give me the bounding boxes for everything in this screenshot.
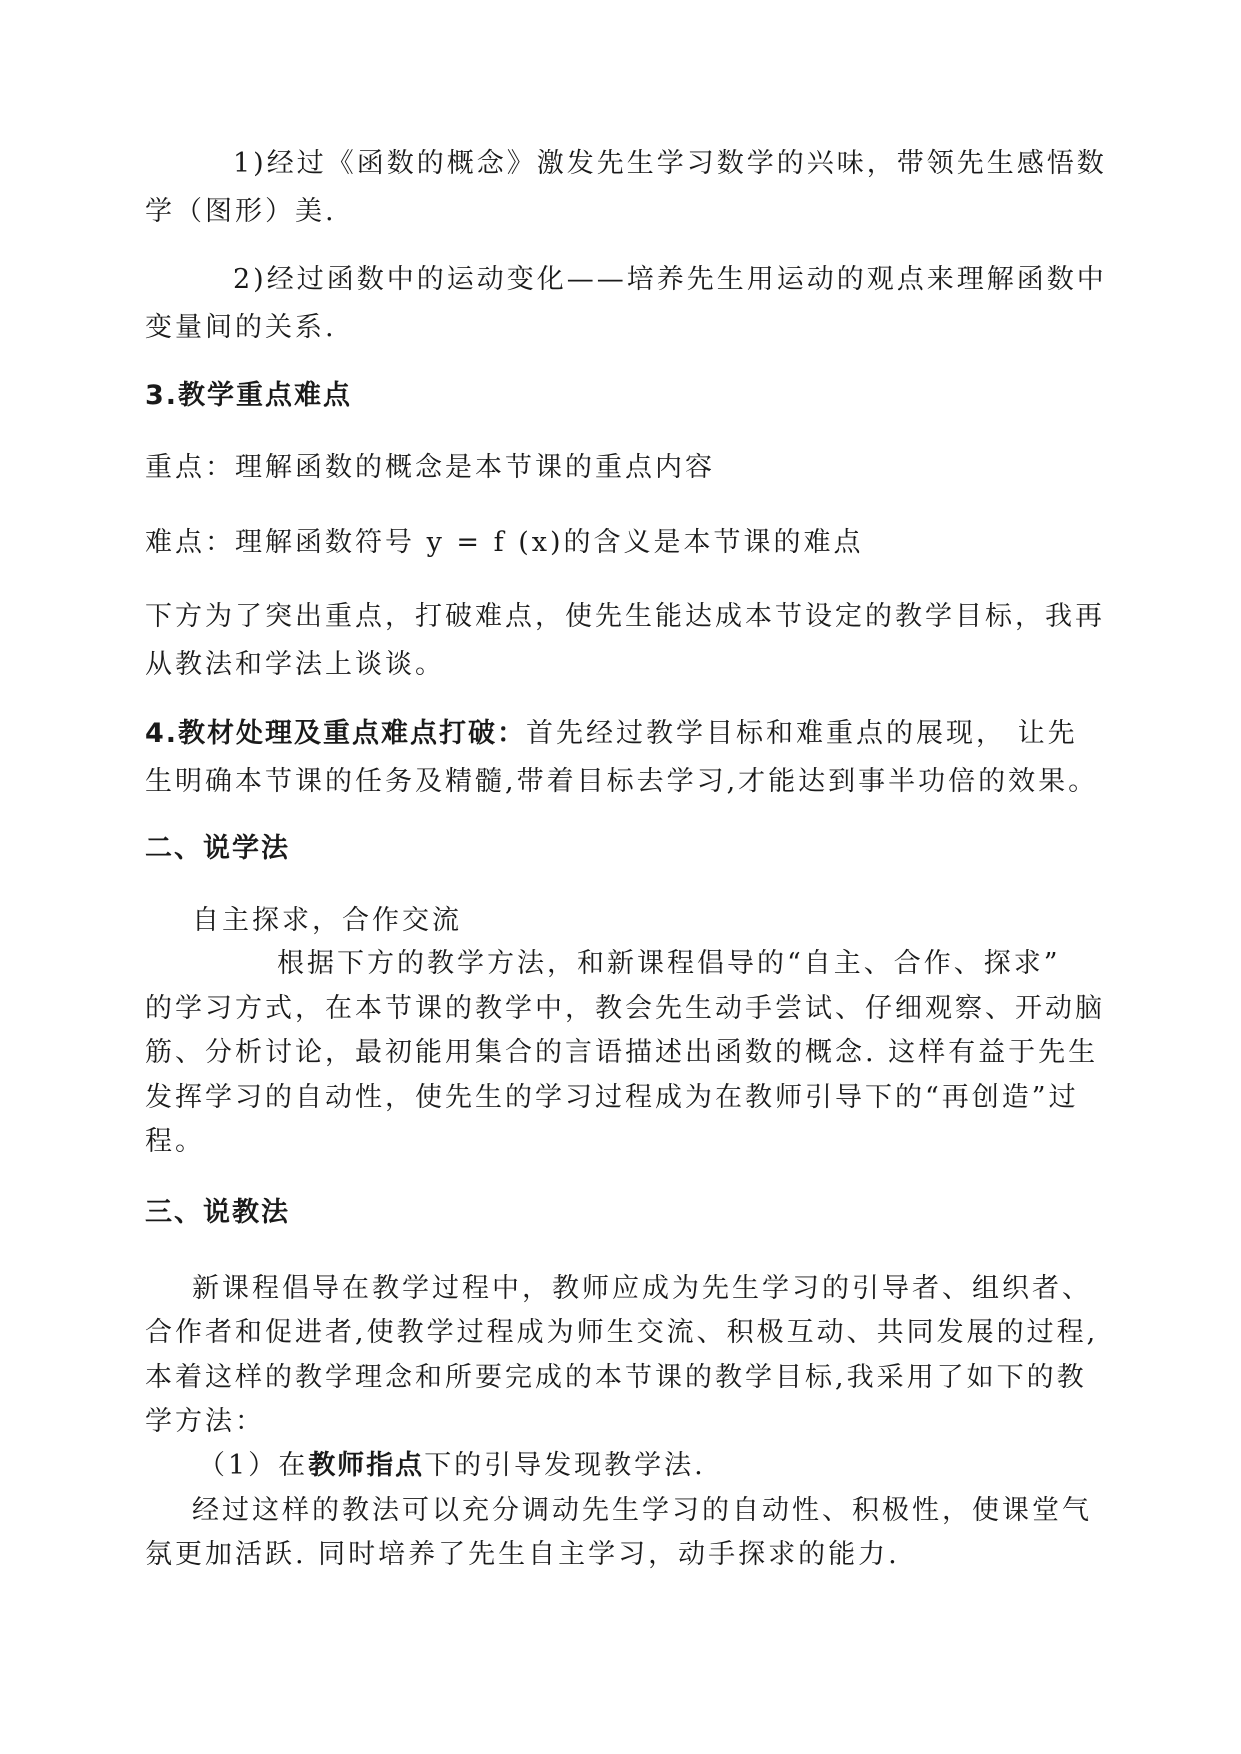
section-4-line-2: 生明确本节课的任务及精髓,带着目标去学习,才能达到事半功倍的效果。 xyxy=(145,766,1099,797)
teaching-method-heading: 三、说教法 xyxy=(145,1197,290,1228)
teaching-para-line-1: 新课程倡导在教学过程中，教师应成为先生学习的引导者、组织者、 xyxy=(192,1273,1092,1304)
result-line-2: 氛更加活跃. 同时培养了先生自主学习，动手探求的能力. xyxy=(145,1539,900,1570)
learning-method-heading: 二、说学法 xyxy=(145,833,290,864)
teaching-para-line-3: 本着这样的教学理念和所要完成的本节课的教学目标,我采用了如下的教 xyxy=(145,1362,1087,1393)
goal-2-line-2: 变量间的关系. xyxy=(145,312,337,343)
teaching-para-line-2: 合作者和促进者,使教学过程成为师生交流、积极互动、共同发展的过程, xyxy=(145,1317,1099,1348)
learning-para-line-2: 的学习方式，在本节课的教学中，教会先生动手尝试、仔细观察、开动脑 xyxy=(145,993,1105,1024)
section-4-line-1 xyxy=(145,711,1078,750)
learning-subtitle: 自主探求，合作交流 xyxy=(192,905,462,936)
bridge-line-2: 从教法和学法上谈谈。 xyxy=(145,649,445,680)
section-4-heading: 4.教材处理及重点难点打破： xyxy=(145,718,527,749)
learning-para-line-5: 程。 xyxy=(145,1126,205,1157)
bridge-line-1: 下方为了突出重点，打破难点，使先生能达成本节设定的教学目标，我再 xyxy=(145,601,1105,632)
result-line-1: 经过这样的教法可以充分调动先生学习的自动性、积极性，使课堂气 xyxy=(192,1495,1092,1526)
teaching-para-line-4: 学方法： xyxy=(145,1406,265,1437)
learning-para-line-3: 筋、分析讨论，最初能用集合的言语描述出函数的概念. 这样有益于先生 xyxy=(145,1037,1099,1068)
goal-1-line-2: 学（图形）美. xyxy=(145,196,337,227)
goal-2-line-1: 2)经过函数中的运动变化——培养先生用运动的观点来理解函数中 xyxy=(233,264,1107,295)
key-point-text: 重点：理解函数的概念是本节课的重点内容 xyxy=(145,452,715,483)
learning-para-line-4: 发挥学习的自动性，使先生的学习过程成为在教师引导下的“再创造”过 xyxy=(145,1082,1079,1113)
method-1-bold: 教师指点 xyxy=(308,1450,425,1481)
method-1-suffix: 下的引导发现教学法. xyxy=(424,1450,706,1481)
method-1-line xyxy=(198,1443,706,1482)
section-3-heading: 3.教学重点难点 xyxy=(145,380,353,411)
difficulty-text: 难点：理解函数符号 y = f (x)的含义是本节课的难点 xyxy=(145,527,864,558)
method-1-prefix: （1）在 xyxy=(198,1450,309,1481)
goal-1-line-1: 1)经过《函数的概念》激发先生学习数学的兴味，带领先生感悟数 xyxy=(233,148,1107,179)
section-4-text-1: 首先经过教学目标和难重点的展现， 让先 xyxy=(526,718,1078,749)
learning-para-line-1: 根据下方的教学方法，和新课程倡导的“自主、合作、探求” xyxy=(277,948,1061,979)
